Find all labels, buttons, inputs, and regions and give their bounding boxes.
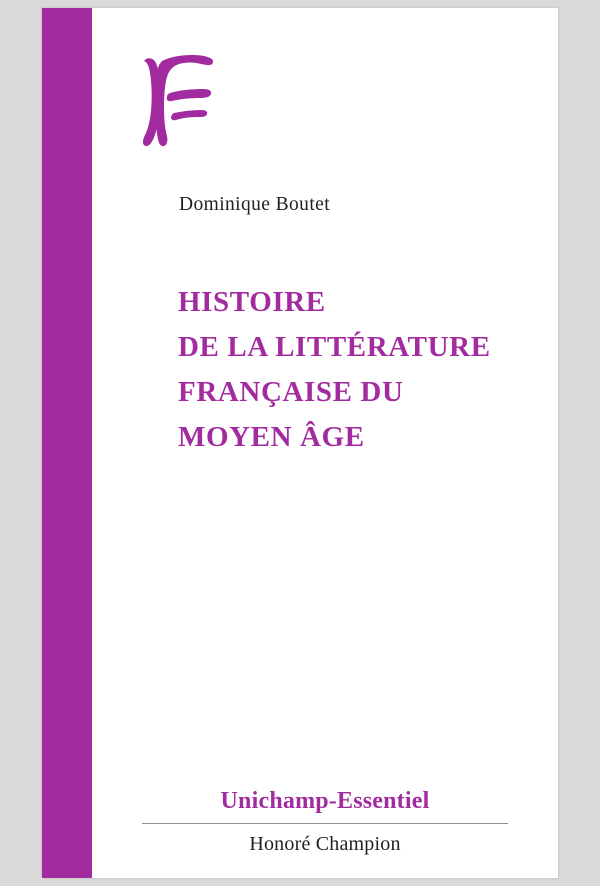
book-title-line-1: HISTOIRE bbox=[178, 286, 326, 318]
book-title-line-3: FRANÇAISE DU bbox=[178, 376, 404, 408]
divider-rule bbox=[142, 823, 508, 824]
champion-monogram-logo-icon bbox=[140, 53, 226, 153]
book-title-line-2: DE LA LITTÉRATURE bbox=[178, 331, 491, 363]
collection-block bbox=[92, 788, 558, 856]
spine-color-band bbox=[42, 8, 92, 878]
book-title bbox=[178, 280, 558, 460]
book-cover bbox=[42, 8, 558, 878]
author-name: Dominique Boutet bbox=[179, 194, 331, 215]
publisher-name: Honoré Champion bbox=[249, 833, 401, 855]
cover-content bbox=[92, 8, 558, 878]
book-title-line-4: MOYEN ÂGE bbox=[178, 421, 365, 453]
collection-name: Unichamp-Essentiel bbox=[220, 788, 430, 814]
